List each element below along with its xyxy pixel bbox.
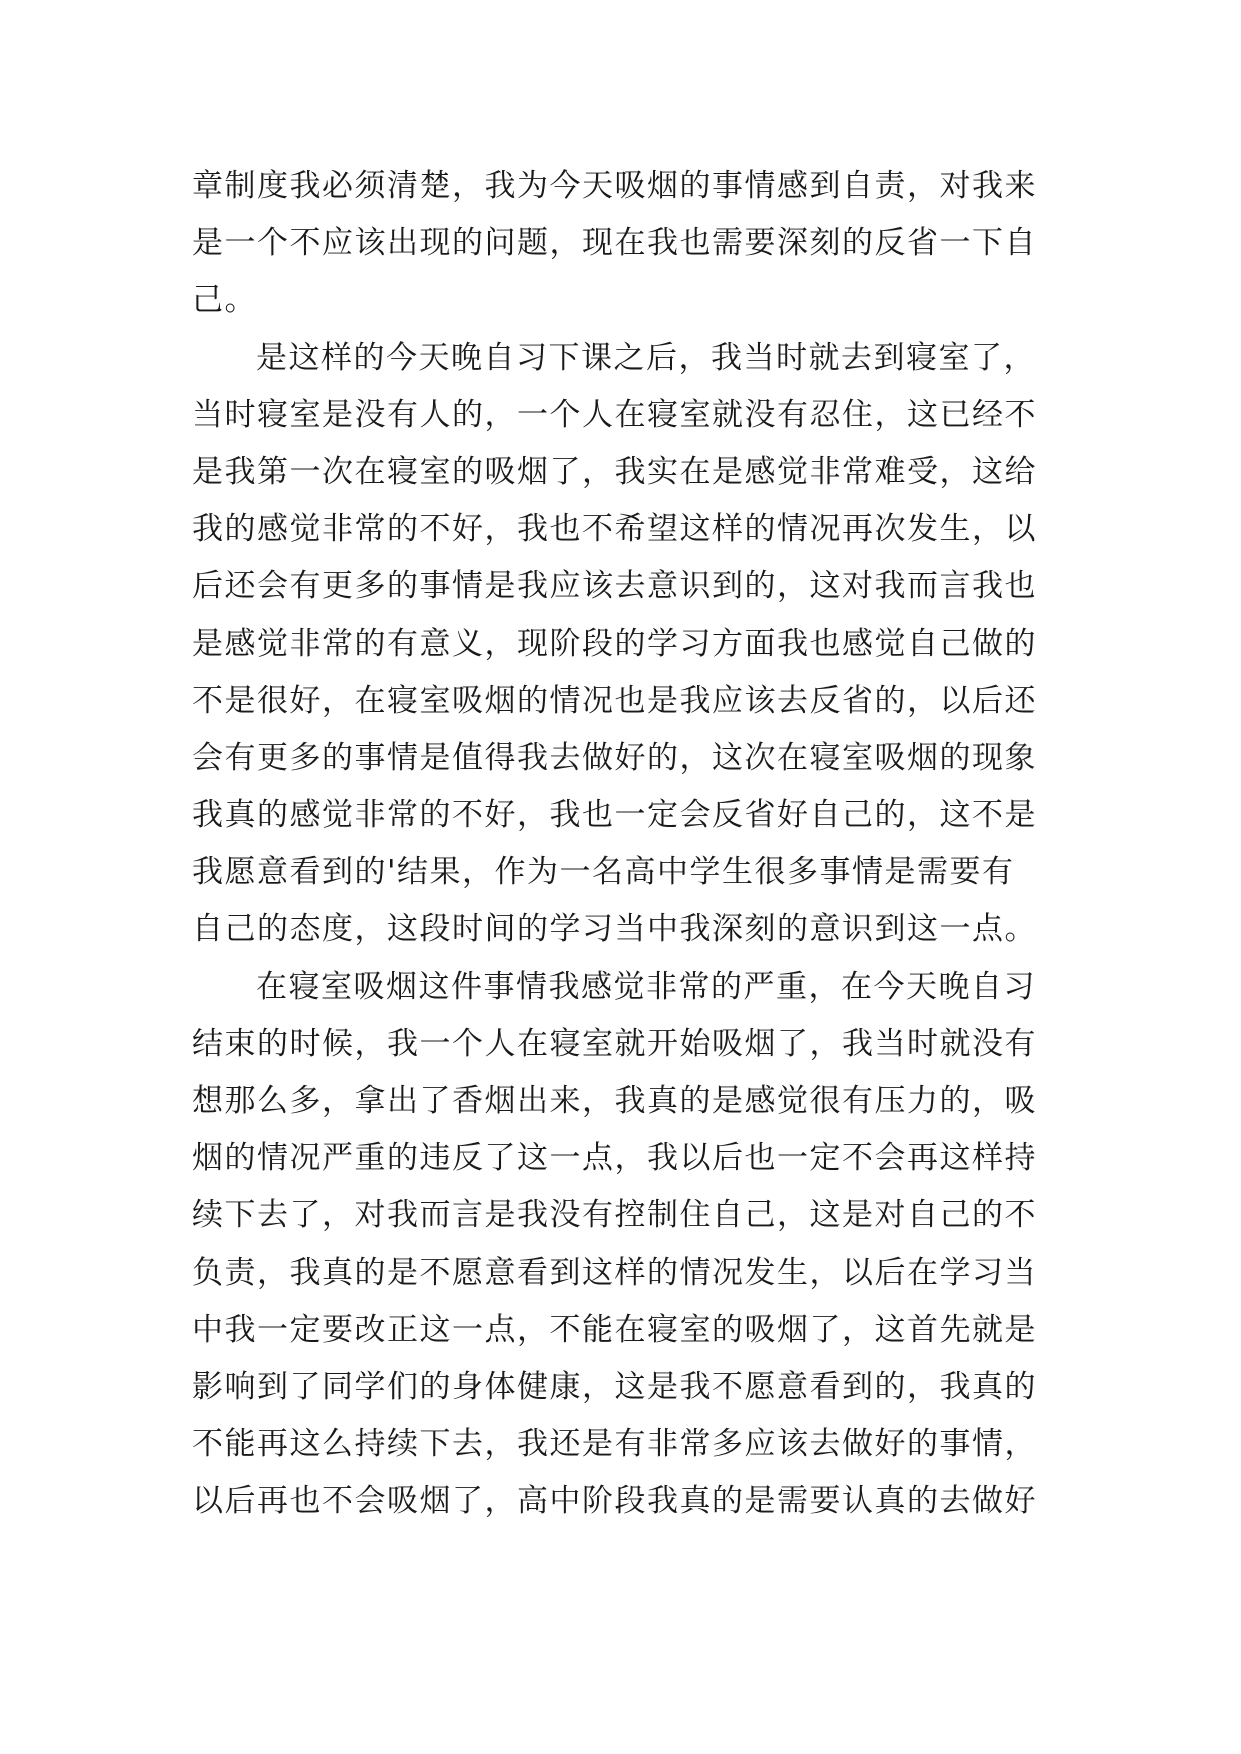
paragraph-3-line-10: 以后再也不会吸烟了，高中阶段我真的是需要认真的去做好	[192, 1483, 1037, 1520]
paragraph-2-line-1: 是这样的今天晚自习下课之后，我当时就去到寝室了，	[256, 339, 1036, 376]
paragraph-3-line-2: 结束的时候，我一个人在寝室就开始吸烟了，我当时就没有	[192, 1025, 1037, 1062]
paragraph-2-line-4: 我的感觉非常的不好，我也不希望这样的情况再次发生，以	[192, 511, 1037, 548]
paragraph-3-line-8: 影响到了同学们的身体健康，这是我不愿意看到的，我真的	[192, 1368, 1037, 1405]
paragraph-2-line-6: 是感觉非常的有意义，现阶段的学习方面我也感觉自己做的	[192, 625, 1037, 662]
paragraph-3-line-7: 中我一定要改正这一点，不能在寝室的吸烟了，这首先就是	[192, 1311, 1037, 1348]
paragraph-1-line-3: 己。	[192, 282, 257, 319]
paragraph-2-line-11: 自己的态度，这段时间的学习当中我深刻的意识到这一点。	[192, 911, 1037, 948]
paragraph-3-line-6: 负责，我真的是不愿意看到这样的情况发生，以后在学习当	[192, 1254, 1037, 1291]
paragraph-2-line-2: 当时寝室是没有人的，一个人在寝室就没有忍住，这已经不	[192, 396, 1037, 433]
paragraph-3-line-3: 想那么多，拿出了香烟出来，我真的是感觉很有压力的，吸	[192, 1083, 1037, 1119]
paragraph-2-line-7: 不是很好，在寝室吸烟的情况也是我应该去反省的，以后还	[192, 682, 1037, 719]
paragraph-1-line-2: 是一个不应该出现的问题，现在我也需要深刻的反省一下自	[192, 225, 1037, 262]
paragraph-2-line-5: 后还会有更多的事情是我应该去意识到的，这对我而言我也	[192, 568, 1037, 605]
paragraph-1-line-1: 章制度我必须清楚，我为今天吸烟的事情感到自责，对我来	[192, 168, 1037, 204]
paragraph-3-line-5: 续下去了，对我而言是我没有控制住自己，这是对自己的不	[192, 1197, 1037, 1234]
paragraph-3-line-9: 不能再这么持续下去，我还是有非常多应该去做好的事情，	[192, 1426, 1037, 1463]
paragraph-2-line-9: 我真的感觉非常的不好，我也一定会反省好自己的，这不是	[192, 797, 1037, 834]
paragraph-3-line-1: 在寝室吸烟这件事情我感觉非常的严重，在今天晚自习	[256, 968, 1036, 1005]
paragraph-2-line-10: 我愿意看到的'结果，作为一名高中学生很多事情是需要有	[192, 854, 1015, 891]
paragraph-2-line-8: 会有更多的事情是值得我去做好的，这次在寝室吸烟的现象	[192, 739, 1037, 776]
paragraph-3-line-4: 烟的情况严重的违反了这一点，我以后也一定不会再这样持	[192, 1140, 1037, 1177]
document-body	[192, 158, 1062, 1531]
paragraph-2-line-3: 是我第一次在寝室的吸烟了，我实在是感觉非常难受，这给	[192, 453, 1037, 490]
